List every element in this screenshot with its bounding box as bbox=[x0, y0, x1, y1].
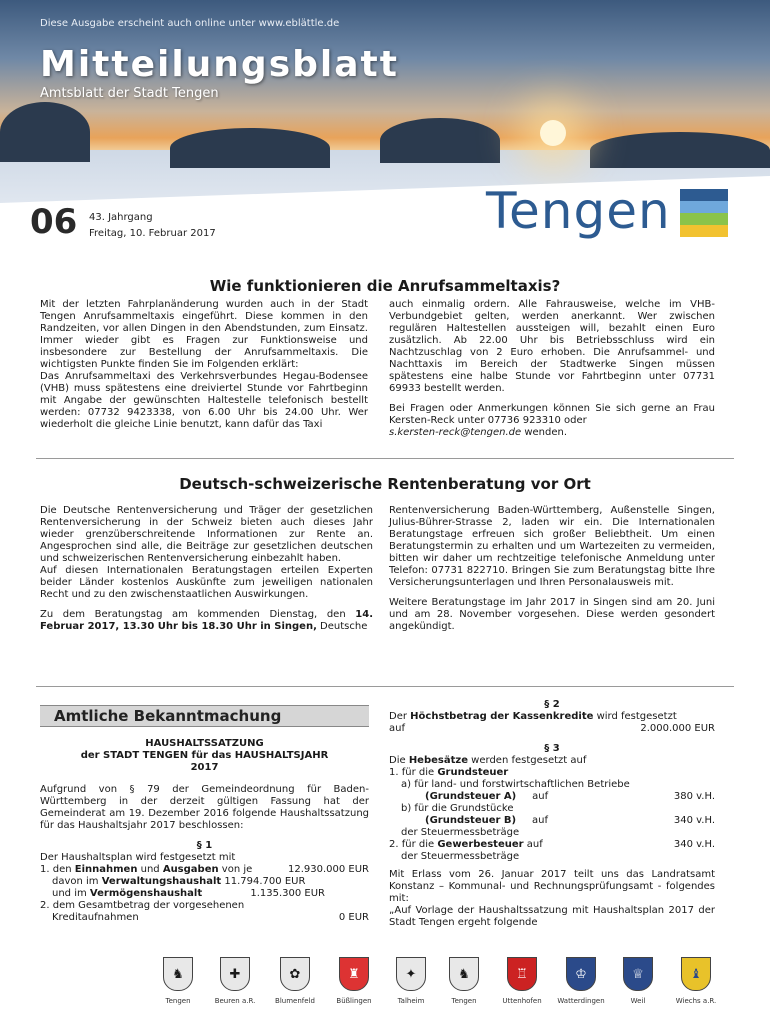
section3-item1 bbox=[389, 767, 715, 779]
contact-email[interactable]: s.kersten-reck@tengen.de bbox=[389, 427, 522, 438]
crest-name: Wiechs a.R. bbox=[675, 997, 717, 1005]
divider bbox=[36, 686, 734, 687]
article2-left-p3 bbox=[40, 609, 373, 633]
deer-icon: ♞ bbox=[449, 957, 479, 991]
hill bbox=[170, 128, 330, 168]
crest-name: Blumenfeld bbox=[275, 997, 315, 1005]
t: davon im bbox=[52, 876, 102, 887]
issue-date: Freitag, 10. Februar 2017 bbox=[89, 228, 216, 239]
section1-item1 bbox=[40, 864, 369, 876]
t: auf bbox=[389, 723, 405, 734]
t: Hebesätze bbox=[408, 755, 468, 766]
hill bbox=[590, 132, 770, 168]
satzung-heading1: HAUSHALTSSATZUNG bbox=[145, 738, 264, 749]
amtliche-label: Amtliche Bekanntmachung bbox=[54, 707, 282, 725]
article1-left-p2: Das Anrufsammeltaxi des Verkehrsverbundes Hegau-Bodensee (VHB) muss spätestens eine dreiviertel Stunde vor Fahrtbeginn mit Angabe der gewünschten Haltestelle telefonisch bestellt werden: 07732 9423338, von 6.00 Uhr bis 24.00 Uhr. Wer wiederholt die gleiche Linie benutzt, kann dafür das Taxi bbox=[40, 371, 368, 430]
quote-text: „Auf Vorlage der Haushaltssatzung mit Haushaltsplan 2017 der Stadt Tengen ergeht folgende bbox=[389, 905, 715, 928]
t: Verwaltungshaushalt bbox=[101, 876, 222, 887]
bell-icon: ♝ bbox=[681, 957, 711, 991]
p3-prefix: Zu dem Beratungstag am kommenden Dienstag, den bbox=[40, 609, 356, 620]
t: Der bbox=[389, 711, 411, 722]
online-note: Diese Ausgabe erscheint auch online unter www.eblättle.de bbox=[40, 18, 340, 29]
tengen-logo-icon bbox=[680, 189, 728, 237]
t: werden festgesetzt auf bbox=[468, 755, 587, 766]
section3-title: § 3 bbox=[544, 743, 560, 754]
jahrgang: 43. Jahrgang bbox=[89, 212, 153, 223]
article2-title: Deutsch-schweizerische Rentenberatung vor Ort bbox=[179, 475, 591, 493]
crest-wiechs bbox=[666, 957, 726, 1005]
crest-name: Tengen bbox=[165, 997, 191, 1005]
crest-name: Büßlingen bbox=[336, 997, 372, 1005]
masthead-subtitle: Amtsblatt der Stadt Tengen bbox=[40, 86, 219, 101]
section3-item1b: b) für die Grundstücke bbox=[401, 803, 514, 814]
crest-uttenhofen bbox=[492, 957, 552, 1005]
crest-watterdingen bbox=[551, 957, 611, 1005]
crest-buesslingen bbox=[324, 957, 384, 1005]
hill bbox=[380, 118, 500, 163]
section1-item2a: 2. dem Gesamtbetrag der vorgesehenen bbox=[40, 900, 245, 911]
article2-left-p1: Die Deutsche Rentenversicherung und Träger der gesetzlichen Rentenversicherung in der Schweiz bieten auch dieses Jahr wieder grenzüberschreitende Informationen zur Rente an. Angesprochen sind alle, die Beiträge zur gesetzlichen deutschen und schweizerischen Rentenversicherung einbezahlt haben. bbox=[40, 505, 373, 564]
section3-item1a: a) für land- und forstwirtschaftlichen Betriebe bbox=[401, 779, 630, 790]
t: Ausgaben bbox=[162, 864, 219, 875]
sun bbox=[540, 120, 566, 146]
hill bbox=[0, 102, 90, 162]
grundsteuer-b-value: 340 v.H. bbox=[673, 815, 715, 826]
section2-title: § 2 bbox=[544, 699, 560, 710]
bird-icon: ✦ bbox=[396, 957, 426, 991]
section3-item1b-row bbox=[389, 815, 715, 827]
t: auf bbox=[523, 839, 543, 850]
satzung-heading3: 2017 bbox=[190, 762, 219, 773]
crest-talheim bbox=[381, 957, 441, 1005]
section2-value-row bbox=[389, 723, 715, 735]
grundsteuer-a-value: 380 v.H. bbox=[673, 791, 715, 802]
t: 1. den bbox=[40, 864, 75, 875]
gewerbesteuer-value: 340 v.H. bbox=[673, 839, 715, 850]
p3-bold: 14. Februar 2017, 13.30 Uhr bis 18.30 Uhr in Singen, bbox=[40, 609, 373, 632]
masthead-title: Mitteilungsblatt bbox=[40, 44, 399, 85]
haushaltssatzung-left bbox=[40, 738, 369, 924]
crest-name: Watterdingen bbox=[557, 997, 605, 1005]
crest-blumenfeld bbox=[265, 957, 325, 1005]
section1-title: § 1 bbox=[196, 840, 213, 851]
amtliche-bekanntmachung-box bbox=[40, 705, 369, 727]
vermoegen-value: 1.135.300 EUR bbox=[250, 888, 325, 899]
crest-name: Talheim bbox=[397, 997, 425, 1005]
haushaltssatzung-right bbox=[389, 699, 715, 929]
kassenkredit-value: 2.000.000 EUR bbox=[640, 723, 715, 734]
article2-left-column bbox=[40, 505, 373, 633]
verwaltung-value: 11.794.700 EUR bbox=[221, 876, 306, 887]
crest-name: Weil bbox=[630, 997, 646, 1005]
article1-left-column bbox=[40, 299, 368, 431]
t: von je bbox=[218, 864, 253, 875]
t: 2. für die bbox=[389, 839, 438, 850]
satzung-intro: Aufgrund von § 79 der Gemeindeordnung für Baden-Württemberg in der derzeit gültigen Fassung hat der Gemeinderat am 19. Dezember 2016 folgende Haushaltssatzung für das Haushaltsjahr 2017 beschlossen: bbox=[40, 784, 369, 831]
article2-right-p1: Rentenversicherung Baden-Württemberg, Außenstelle Singen, Julius-Bührer-Strasse 2, laden wir ein. Die Internationalen Beratungstage erfreuen sich großer Beliebtheit. Um einen Beratungstermin zu erhalten und um Wartezeiten zu vermeiden, bitten wir daher um rechtzeitige telefonische Anmeldung unter Telefon: 07731 822710. Bringen Sie zum Beratungstag bitte Ihre Versicherungsunterlagen und Ihren Personalausweis mit. bbox=[389, 505, 715, 588]
section3-item2-tail: der Steuermessbeträge bbox=[401, 851, 520, 862]
tengen-logo-text: Tengen bbox=[486, 182, 671, 240]
issue-number: 06 bbox=[30, 202, 78, 242]
divider bbox=[36, 458, 734, 459]
contact-text: Bei Fragen oder Anmerkungen können Sie sich gerne an Frau Kersten-Reck unter 07736 923310 oder bbox=[389, 403, 715, 426]
crest-weil bbox=[608, 957, 668, 1005]
crest-name: Uttenhofen bbox=[502, 997, 542, 1005]
section1-item1b bbox=[40, 888, 369, 900]
t: Die bbox=[389, 755, 409, 766]
t: auf bbox=[532, 815, 549, 826]
section1-item2b bbox=[40, 912, 369, 924]
crest-name: Beuren a.R. bbox=[214, 997, 256, 1005]
crown-icon: ♕ bbox=[623, 957, 653, 991]
kredit-value: 0 EUR bbox=[338, 912, 369, 923]
section2-text bbox=[389, 711, 715, 723]
lion-icon: ♜ bbox=[339, 957, 369, 991]
t: Kreditaufnahmen bbox=[52, 912, 139, 923]
t: 1. für die bbox=[389, 767, 438, 778]
section3-item1-tail: der Steuermessbeträge bbox=[401, 827, 520, 838]
einnahmen-value: 12.930.000 EUR bbox=[287, 864, 369, 875]
p3-suffix: Deutsche bbox=[316, 621, 368, 632]
t: Gewerbesteuer bbox=[437, 839, 524, 850]
crest-name: Tengen bbox=[451, 997, 477, 1005]
contact-suffix: wenden. bbox=[521, 427, 568, 438]
t: und bbox=[137, 864, 163, 875]
t: (Grundsteuer B) bbox=[425, 815, 517, 826]
erlass-text: Mit Erlass vom 26. Januar 2017 teilt uns das Landratsamt Konstanz – Kommunal- und Rechnungsprüfungsamt - folgendes mit: bbox=[389, 869, 715, 904]
issue-info bbox=[89, 210, 216, 242]
section1-text: Der Haushaltsplan wird festgesetzt mit bbox=[40, 852, 236, 863]
article1-right-column bbox=[389, 299, 715, 439]
section3-item2-row bbox=[389, 839, 715, 851]
article2-right-p2: Weitere Beratungstage im Jahr 2017 in Singen sind am 20. Juni und am 28. November vorgesehen. Diese werden gesondert angekündigt. bbox=[389, 597, 715, 632]
crest-beuren bbox=[205, 957, 265, 1005]
t: (Grundsteuer A) bbox=[425, 791, 517, 802]
article1-left-p1: Mit der letzten Fahrplanänderung wurden auch in der Stadt Tengen Anrufsammeltaxis eingeführt. Diese kommen in den Randzeiten, vor allen Dingen in den Abendstunden, zum Einsatz. Immer wieder gibt es Fragen zur Funktionsweise und insbesondere zur Bestellung der Anrufsammeltaxis. Die wichtigsten Punkte finden Sie im Folgenden erklärt: bbox=[40, 299, 368, 370]
article1-contact bbox=[389, 403, 715, 439]
t: Grundsteuer bbox=[437, 767, 509, 778]
article2-left-p2: Auf diesen Internationalen Beratungstagen erteilen Experten beider Länder kostenlos Auskünfte zum jeweiligen nationalen Recht und zu den zwischenstaatlichen Auswirkungen. bbox=[40, 565, 373, 600]
flower-icon: ✿ bbox=[280, 957, 310, 991]
t: wird festgesetzt bbox=[593, 711, 677, 722]
section3-text bbox=[389, 755, 715, 767]
header-banner bbox=[0, 0, 770, 265]
article1-title: Wie funktionieren die Anrufsammeltaxis? bbox=[209, 277, 561, 295]
crest-tengen bbox=[148, 957, 208, 1005]
t: auf bbox=[532, 791, 549, 802]
article2-right-column bbox=[389, 505, 715, 633]
cross-icon: ✚ bbox=[220, 957, 250, 991]
t: Einnahmen bbox=[74, 864, 138, 875]
satzung-heading2: der STADT TENGEN für das HAUSHALTSJAHR bbox=[80, 750, 329, 761]
section3-item1a-row bbox=[389, 791, 715, 803]
crest-tengen-2 bbox=[434, 957, 494, 1005]
t: Höchstbetrag der Kassenkredite bbox=[410, 711, 594, 722]
deer-icon: ♞ bbox=[163, 957, 193, 991]
tower-icon: ♖ bbox=[507, 957, 537, 991]
crests-footer bbox=[0, 957, 770, 1024]
article1-right-p1: auch einmalig ordern. Alle Fahrausweise, welche im VHB-Verbundgebiet gelten, werden anerkannt. Wer zwischen regulären Haltestellen aussteigen will, bezahlt einen Euro zusätzlich. Ab 22.00 Uhr bis Betriebsschluss wird ein Nachtzuschlag von 2 Euro erhoben. Die Anrufsammel- und Nachttaxis im Bereich der Stadtwerke Singen müssen spätestens eine halbe Stunde vor Fahrtbeginn unter 07731 69933 bestellt werden. bbox=[389, 299, 715, 394]
t: und im bbox=[52, 888, 90, 899]
castle-icon: ♔ bbox=[566, 957, 596, 991]
t: Vermögenshaushalt bbox=[89, 888, 203, 899]
section1-item1a bbox=[40, 876, 369, 888]
